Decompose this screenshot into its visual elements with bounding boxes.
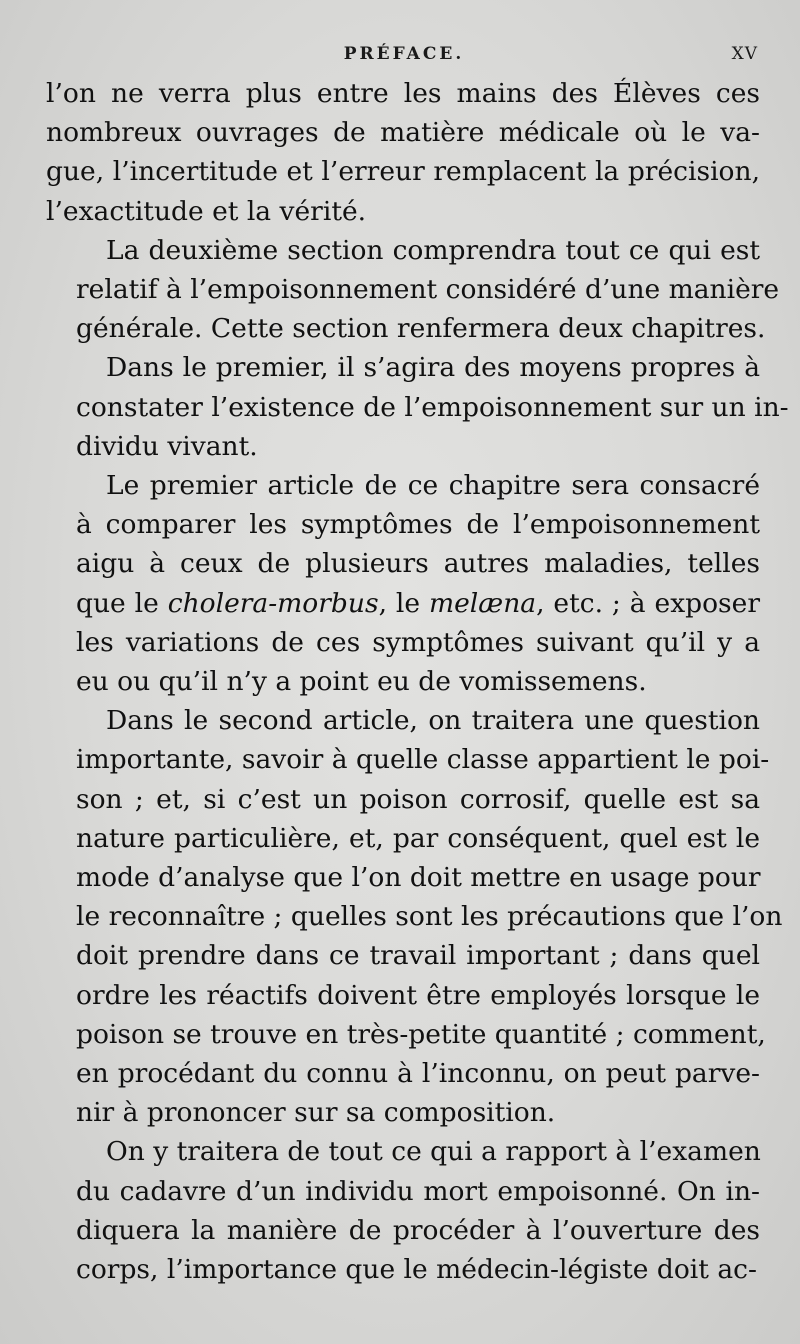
text-line: ordre les réactifs doivent être employés lorsque le [76, 979, 760, 1011]
text-line: Dans le second article, on traitera une question [106, 705, 760, 737]
text-line: que le cholera-morbus, le melæna, etc. ; à exposer [76, 587, 761, 619]
text-line: dividu vivant. [76, 430, 258, 462]
text-line: nir à prononcer sur sa composition. [76, 1097, 556, 1129]
text-line: Dans le premier, il s’agira des moyens propres à [106, 352, 760, 384]
text-line: doit prendre dans ce travail important ; dans quel [76, 940, 760, 972]
text-line: relatif à l’empoisonnement considéré d’une manière [76, 274, 780, 306]
text-line: nombreux ouvrages de matière médicale où le va- [46, 117, 760, 149]
text-line: l’on ne verra plus entre les mains des Élèves ces [46, 78, 760, 109]
paragraph [46, 74, 760, 231]
page-header [48, 44, 760, 70]
text-line: Le premier article de ce chapitre sera consacré [106, 470, 760, 502]
text-line: à comparer les symptômes de l’empoisonnement [76, 509, 760, 541]
text-line: du cadavre d’un individu mort empoisonné. On in- [76, 1175, 760, 1207]
paragraph [46, 348, 789, 466]
text-line: importante, savoir à quelle classe appartient le poi- [76, 744, 770, 776]
body-text [46, 74, 789, 1289]
text-line: constater l’existence de l’empoisonnement sur un in- [76, 391, 789, 423]
text-line: les variations de ces symptômes suivant qu’il y a [76, 626, 760, 658]
text-line: On y traitera de tout ce qui a rapport à l’examen [106, 1136, 761, 1168]
text-line: mode d’analyse que l’on doit mettre en usage pour [76, 862, 761, 894]
text-line: le reconnaître ; quelles sont les précautions que l’on [76, 901, 783, 933]
page-number: XV [731, 44, 758, 64]
text-line: diquera la manière de procéder à l’ouverture des [76, 1214, 760, 1246]
text-line: eu ou qu’il n’y a point eu de vomissemens. [76, 666, 647, 698]
text-line: nature particulière, et, par conséquent, quel est le [76, 822, 760, 854]
text-line: son ; et, si c’est un poison corrosif, quelle est sa [76, 783, 760, 815]
text-line: corps, l’importance que le médecin-légiste doit ac- [76, 1254, 757, 1286]
running-head: PRÉFACE. [343, 44, 465, 64]
text-line: gue, l’incertitude et l’erreur remplacent la précision, [46, 156, 760, 188]
text-line: La deuxième section comprendra tout ce qui est [106, 234, 760, 266]
text-line: l’exactitude et la vérité. [46, 195, 367, 227]
paragraph [46, 1132, 760, 1289]
text-line: aigu à ceux de plusieurs autres maladies, telles [76, 548, 760, 580]
paragraph [46, 231, 780, 349]
text-line: en procédant du connu à l’inconnu, on peut parve- [76, 1058, 760, 1090]
paragraph [46, 701, 783, 1132]
text-line: générale. Cette section renfermera deux chapitres. [76, 313, 766, 345]
paragraph [46, 466, 760, 701]
text-line: poison se trouve en très-petite quantité ; comment, [76, 1018, 766, 1050]
